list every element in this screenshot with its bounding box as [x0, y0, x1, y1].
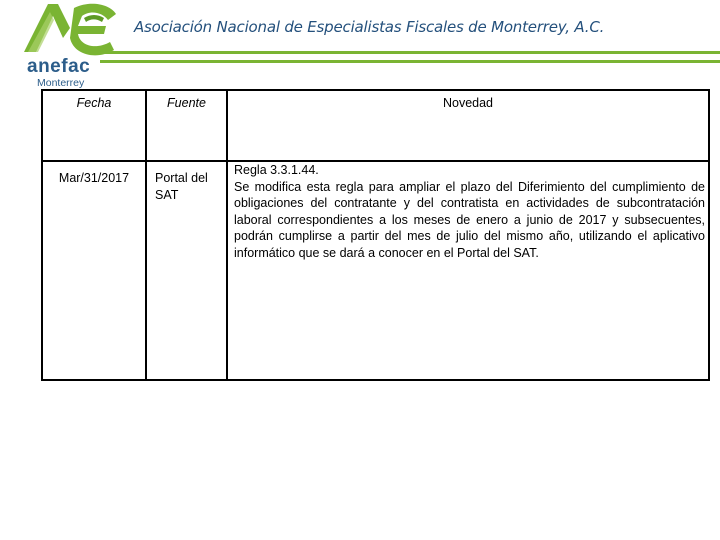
fuente-cell: Portal del SAT	[146, 161, 227, 380]
anefac-logo	[18, 0, 122, 92]
logo-wordmark: anefac	[27, 56, 91, 77]
novedad-title: Regla 3.3.1.44.	[234, 163, 319, 177]
column-header-fuente: Fuente	[146, 90, 227, 161]
fecha-cell: Mar/31/2017	[42, 161, 146, 380]
header-rule-bottom	[100, 60, 720, 63]
novedad-body: Se modifica esta regla para ampliar el plazo del Diferimiento del cumplimiento de obligaciones del contratante y del contratista en actividades de subcontratación laboral correspondientes a los meses de enero a junio de 2017 y subsecuentes, podrán cumplirse a partir del mes de julio del mismo año, utilizando el aplicativo informático que se dará a conocer en el Portal del SAT.	[234, 179, 705, 260]
header-rule-top	[100, 51, 720, 54]
table-row	[42, 161, 709, 380]
column-header-novedad: Novedad	[227, 90, 709, 161]
column-header-fecha: Fecha	[42, 90, 146, 161]
logo-city: Monterrey	[37, 77, 85, 89]
table-header-row	[42, 90, 709, 161]
novedad-cell	[227, 161, 709, 380]
organization-title: Asociación Nacional de Especialistas Fiscales de Monterrey, A.C.	[134, 18, 605, 36]
news-table	[41, 89, 710, 381]
